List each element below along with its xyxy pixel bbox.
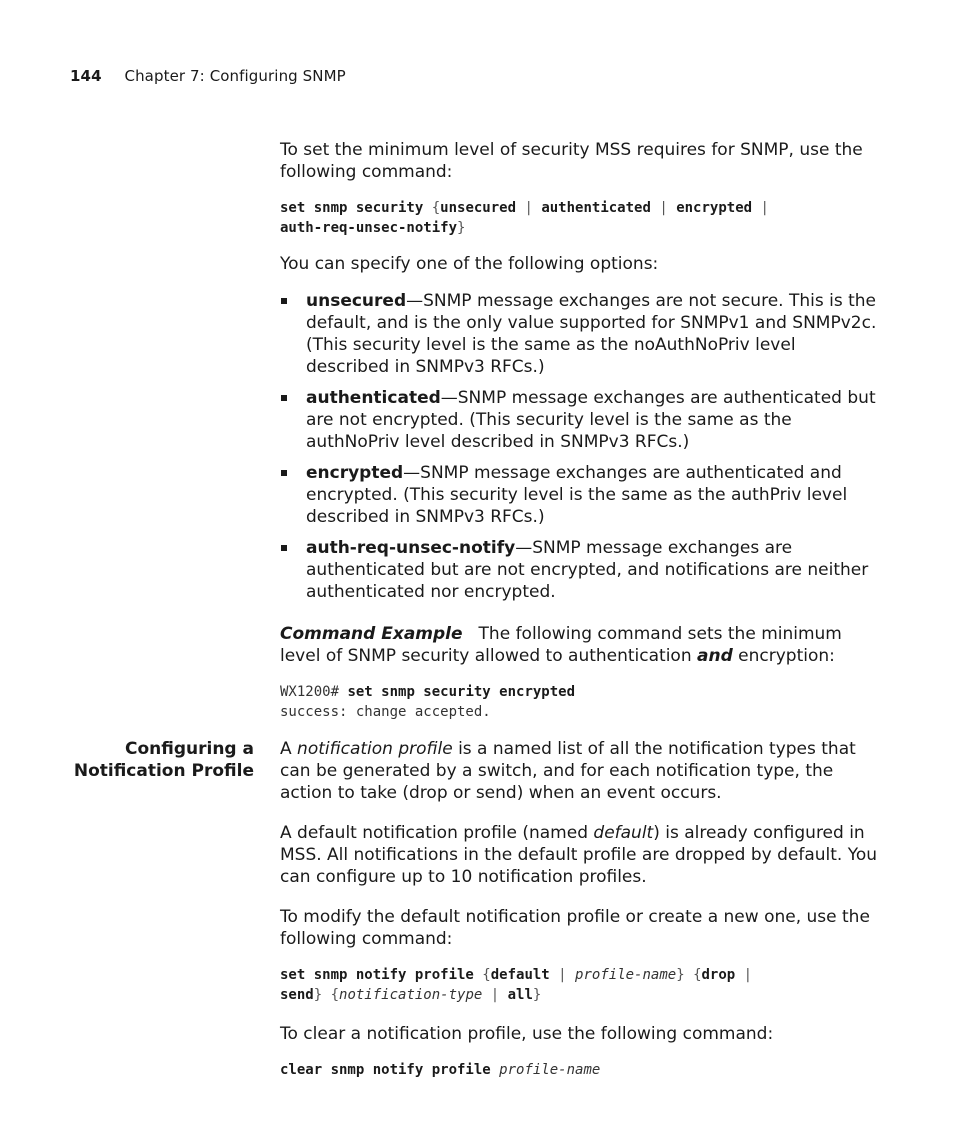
brace: } bbox=[532, 987, 542, 1003]
bullet-icon bbox=[281, 395, 287, 401]
list-item bbox=[280, 290, 880, 378]
example-heading: Command Example bbox=[280, 624, 463, 644]
brace: { bbox=[330, 987, 340, 1003]
command-clear-snmp-notify-profile bbox=[280, 1060, 880, 1080]
example-text-end: encryption: bbox=[732, 646, 835, 666]
pipe: | bbox=[516, 200, 542, 216]
example-and: and bbox=[697, 646, 733, 666]
cmd-variable: profile-name bbox=[499, 1062, 601, 1078]
bullet-icon bbox=[281, 470, 287, 476]
cmd-option: send bbox=[280, 987, 314, 1003]
pipe: | bbox=[549, 967, 576, 983]
cmd-text: set snmp security bbox=[280, 200, 432, 216]
bullet-icon bbox=[281, 298, 287, 304]
command-set-snmp-notify-profile bbox=[280, 965, 880, 1005]
example-code bbox=[280, 682, 880, 722]
cmd-variable: notification-type bbox=[339, 987, 483, 1003]
pipe: | bbox=[735, 967, 753, 983]
cmd-option: authenticated bbox=[541, 200, 651, 216]
section-paragraph-1: A notification profile is a named list of all the notification types that can be generated by a switch, and for each notification type, the action to take (drop or send) when an event occurs. bbox=[280, 739, 856, 803]
section-paragraph-4: To clear a notification profile, use the following command: bbox=[280, 1024, 774, 1044]
chapter-title: Chapter 7: Configuring SNMP bbox=[124, 67, 346, 85]
options-intro: You can specify one of the following options: bbox=[280, 254, 659, 274]
section-heading bbox=[70, 738, 254, 782]
section-heading-line2: Notification Profile bbox=[73, 761, 254, 781]
pipe: | bbox=[650, 200, 677, 216]
main-content bbox=[280, 139, 880, 737]
cmd-variable: profile-name bbox=[575, 967, 677, 983]
section-paragraph-3: To modify the default notification profile or create a new one, use the following command: bbox=[280, 907, 870, 949]
pipe: | bbox=[482, 987, 508, 1003]
list-item bbox=[280, 537, 880, 603]
cmd-text: set snmp notify profile bbox=[280, 967, 483, 983]
option-desc: —SNMP message exchanges are not secure. This is the default, and is the only value supported for SNMPv1 and SNMPv2c. (This security level is the same as the noAuthNoPriv level described in SNMPv3 RFCs.) bbox=[306, 291, 877, 377]
intro-paragraph: To set the minimum level of security MSS requires for SNMP, use the following command: bbox=[280, 140, 863, 182]
cmd-option: encrypted bbox=[676, 200, 753, 216]
brace: { bbox=[482, 967, 491, 983]
option-desc: —SNMP message exchanges are authenticated but are not encrypted. (This security level is the same as the authNoPriv level described in SNMPv3 RFCs.) bbox=[306, 388, 876, 452]
options-list bbox=[280, 290, 880, 603]
brace: } bbox=[457, 220, 466, 236]
cmd-option: all bbox=[507, 987, 533, 1003]
example-paragraph bbox=[280, 623, 880, 667]
page-number: 144 bbox=[70, 67, 102, 85]
list-item bbox=[280, 462, 880, 528]
pipe: | bbox=[752, 200, 769, 216]
emphasis: notification profile bbox=[297, 739, 453, 759]
example-text: The following command sets the minimum level of SNMP security allowed to authentication bbox=[280, 624, 842, 666]
option-term: unsecured bbox=[306, 291, 407, 311]
cmd-option: auth-req-unsec-notify bbox=[280, 220, 458, 236]
example-output: success: change accepted. bbox=[280, 704, 491, 720]
example-command: set snmp security encrypted bbox=[347, 684, 576, 700]
cmd-option: default bbox=[490, 967, 550, 983]
section-notification-profile bbox=[280, 738, 880, 1095]
cli-prompt: WX1200# bbox=[280, 684, 348, 700]
brace: { bbox=[431, 200, 441, 216]
cmd-option: drop bbox=[701, 967, 736, 983]
brace: } bbox=[676, 967, 694, 983]
section-paragraph-2: A default notification profile (named default) is already configured in MSS. All notifications in the default profile are dropped by default. You can configure up to 10 notification profiles. bbox=[280, 823, 878, 887]
option-term: encrypted bbox=[306, 463, 404, 483]
option-desc: —SNMP message exchanges are authenticated but are not encrypted, and notifications are neither authenticated nor encrypted. bbox=[306, 538, 869, 602]
list-item bbox=[280, 387, 880, 453]
option-term: authenticated bbox=[306, 388, 441, 408]
option-term: auth-req-unsec-notify bbox=[306, 538, 516, 558]
section-heading-line1: Configuring a bbox=[124, 739, 254, 759]
command-set-snmp-security bbox=[280, 198, 880, 238]
brace: { bbox=[693, 967, 702, 983]
brace: } bbox=[313, 987, 331, 1003]
option-desc: —SNMP message exchanges are authenticated and encrypted. (This security level is the same as the authPriv level described in SNMPv3 RFCs.) bbox=[306, 463, 848, 527]
bullet-icon bbox=[281, 545, 287, 551]
cmd-option: unsecured bbox=[440, 200, 517, 216]
cmd-text: clear snmp notify profile bbox=[280, 1062, 500, 1078]
page-header bbox=[70, 67, 346, 85]
emphasis: default bbox=[593, 823, 654, 843]
